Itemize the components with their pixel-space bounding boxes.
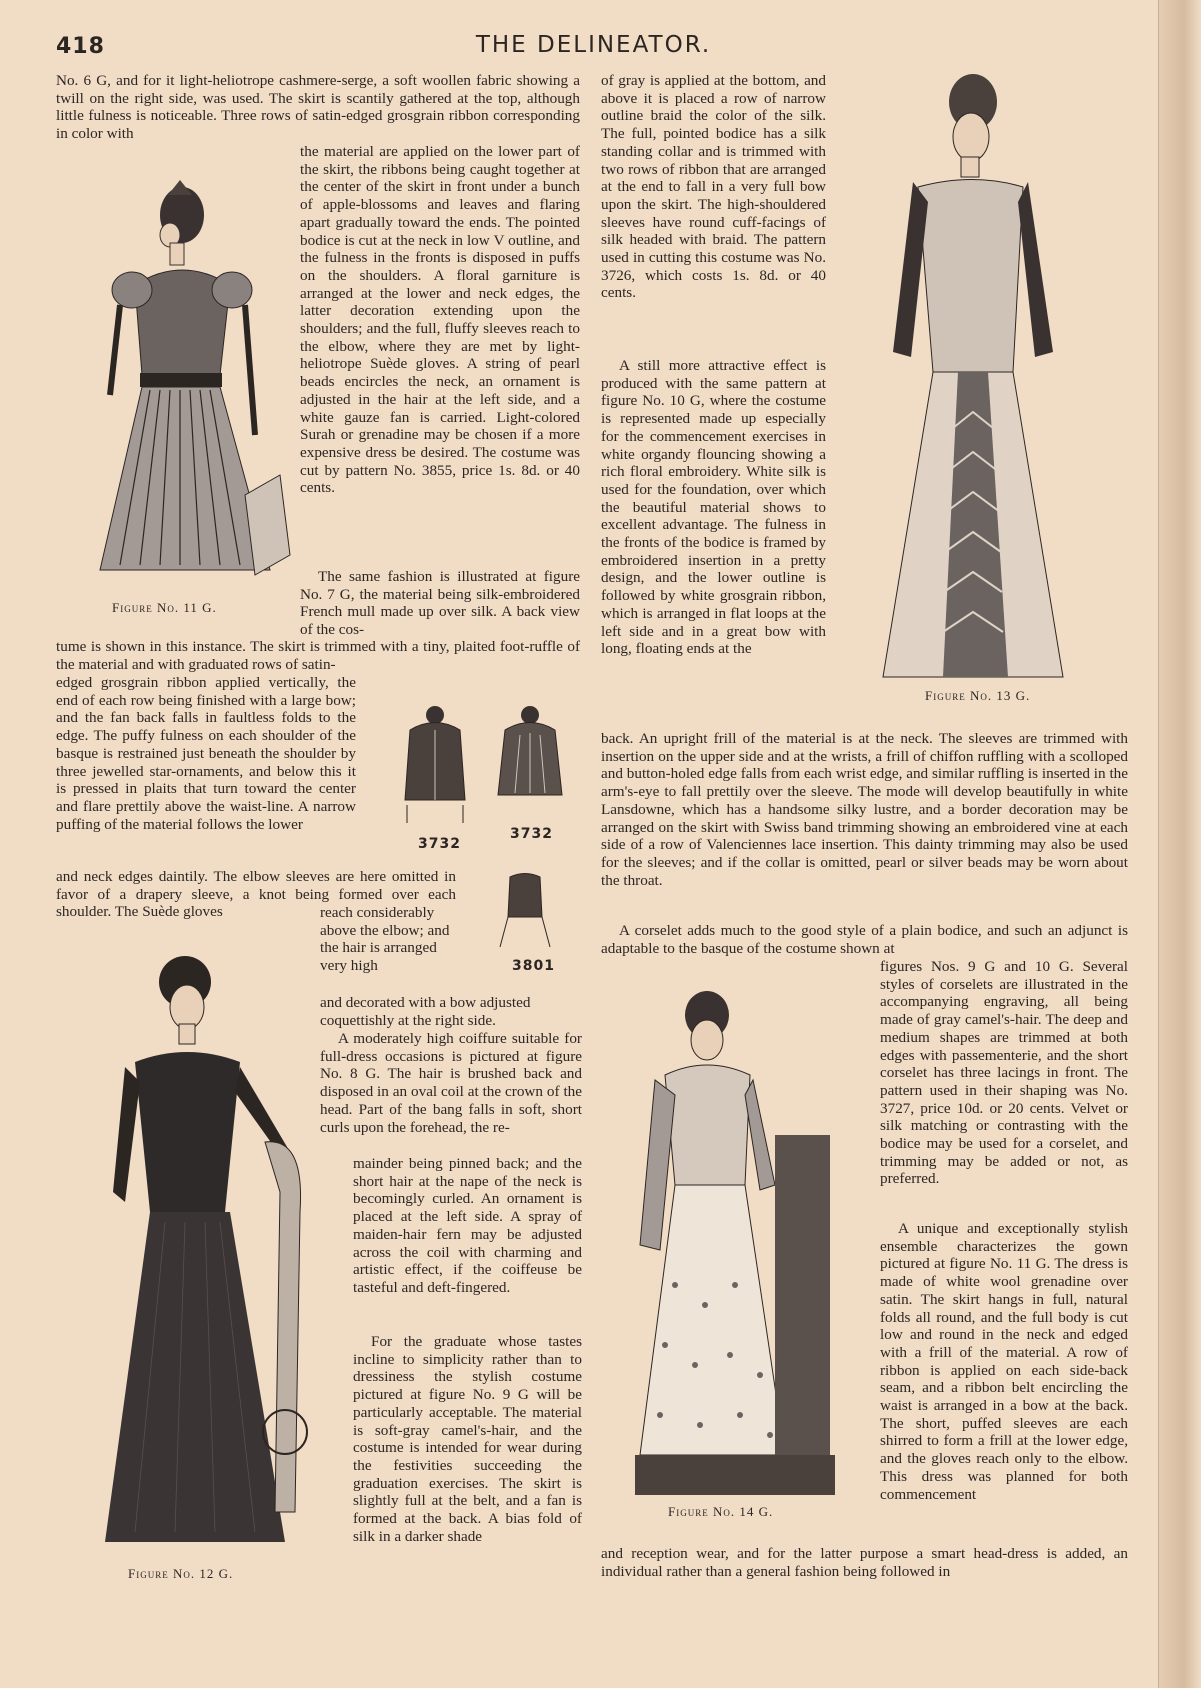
figure-13g-illustration	[873, 72, 1073, 687]
figure-11g-illustration	[80, 175, 295, 595]
pattern-3732-back	[490, 705, 570, 815]
text-corselet-intro: A corselet adds much to the good style of a plain bodice, and such an adjunct is adaptable to the basque of the costume shown at	[601, 922, 1128, 957]
text-figure-7g-sleeves: and neck edges daintily. The elbow sleeves are here omitted in favor of a drapery sleeve, a knot being formed over each shoulder. The Suède gloves	[56, 868, 456, 921]
text-figure-9g-graduate: For the graduate whose tastes incline to simplicity rather than to dressiness the stylish costume pictured at figure No. 9 G will be particularly acceptable. The material is soft-gray camel's-hair, and the costume is intended for wear during the festivities succeeding the graduation exercises. The skirt is slightly full at the belt, and a fan is formed at the back. A bias fold of silk in a darker shade	[353, 1333, 582, 1545]
text-figure-10g: A still more attractive effect is produced with the same pattern at figure No. 10 G, where the costume is represented made up especially for the commencement exercises in white organdy flouncing showing a rich floral embroidery. White silk is used for the foundation, over which the beautiful material shows to excellent advantage. The fulness in the fronts of the bodice is framed by embroidered insertion in a pretty design, and the lower outline is followed by white grosgrain ribbon, which is arranged in flat loops at the left side and in a great bow with long, floating ends at the	[601, 357, 826, 658]
pattern-3801	[490, 872, 560, 952]
text-figure-7g-hair: and decorated with a bow adjusted coquettishly at the right side.	[320, 994, 531, 1029]
text-figure-8g-continued: mainder being pinned back; and the short hair at the nape of the neck is becomingly curled. An ornament is placed at the left side. A spray of maiden-hair fern may be adjusted across the coil with charming and artistic effect, if the coiffeuse be tasteful and deft-fingered.	[353, 1155, 582, 1296]
caption-figure-11g: Figure No. 11 G.	[112, 600, 217, 615]
text-figure-7g-intro: The same fashion is illustrated at figure No. 7 G, the material being silk-embroidered French mull made up over silk. A back view of the cos-	[300, 568, 580, 639]
text-figure-11g: A unique and exceptionally stylish ensemble characterizes the gown pictured at figure No. 11 G. The dress is made of white wool grenadine over satin. The skirt hangs in full, natural folds all round, and the full body is cut low and round in the neck and edged with a frill of the material. A row of ribbon is applied on each side-back seam, and a ribbon belt encircling the waist is arranged in a bow at the back. The short, puffed sleeves are each shirred to form a frill at the lower edge, and the gloves reach only to the elbow. This dress was planned for both commencement	[880, 1220, 1128, 1503]
caption-figure-14g: Figure No. 14 G.	[668, 1504, 774, 1519]
pattern-3732-front	[395, 705, 475, 825]
text-figure-11g-final: and reception wear, and for the latter purpose a smart head-dress is added, an individual rather than a general fashion being followed in	[601, 1545, 1128, 1580]
pattern-number-3732-back: 3732	[510, 826, 553, 842]
text-figure-7g-full: tume is shown in this instance. The skirt is trimmed with a tiny, plaited foot-ruffle of the material and with graduated rows of satin-	[56, 638, 580, 673]
pattern-3732-front-drawing	[395, 705, 475, 825]
figure-11g-drawing	[80, 175, 295, 595]
figure-12g-drawing	[95, 952, 320, 1552]
pattern-3732-back-drawing	[490, 705, 570, 815]
page-edge	[1158, 0, 1201, 1688]
text-corselet-column: figures Nos. 9 G and 10 G. Several styles of corselets are illustrated in the accompanying engraving, all being made of gray camel's-hair. The deep and medium shapes are trimmed at both edges with passementerie, and the short corselet has three lacings in front. The pattern used in their shaping was No. 3727, price 10d. or 20 cents. Velvet or silk matching or contrasting with the bodice may be used for a corselet, and trimming may be added or not, as preferred.	[880, 958, 1128, 1188]
figure-14g-illustration	[635, 985, 835, 1505]
figure-14g-drawing	[635, 985, 835, 1505]
caption-figure-12g: Figure No. 12 G.	[128, 1566, 234, 1581]
pattern-number-3801: 3801	[512, 958, 555, 974]
running-title: THE DELINEATOR.	[475, 32, 712, 58]
pattern-3801-drawing	[490, 872, 560, 952]
pattern-number-3732-front: 3732	[418, 836, 461, 852]
page-header	[56, 32, 1131, 66]
text-figure-7g-gloves: reach considerably above the elbow; and the hair is arranged very high	[320, 904, 450, 975]
text-figure-10g-full: back. An upright frill of the material is at the neck. The sleeves are trimmed with insertion on the upper side and at the wrists, a frill of chiffon ruffling with a scolloped and button-holed edge falls from each wrist edge, and similar ruffling is inserted in the arm's-eye to fall prettily over the sleeve. The mode will develop beautifully in white Lansdowne, which has a handsome silky lustre, and a border decoration may be arranged on the skirt with Swiss band trimming showing an embroidered vine at each side of a row of Valenciennes lace insertion. This dainty trimming may also be used for the sleeves; and if the collar is omitted, pearl or silver beads may be worn about the throat.	[601, 730, 1128, 889]
page-number: 418	[56, 34, 105, 59]
figure-13g-drawing	[873, 72, 1073, 687]
text-figure-7g-column: edged grosgrain ribbon applied vertically, the end of each row being finished with a large bow; and the fan back falls in faultless folds to the edge. The puffy fulness on each shoulder of the basque is restrained just beneath the shoulder by three jewelled star-ornaments, and below this it is pressed in plaits that turn toward the center and flare prettily above the waist-line. A narrow puffing of the material follows the lower	[56, 674, 356, 833]
caption-figure-13g: Figure No. 13 G.	[925, 688, 1031, 703]
text-figure-8g-coiffure: A moderately high coiffure suitable for full-dress occasions is pictured at figure No. 8 G. The hair is brushed back and disposed in an oval coil at the crown of the head. Part of the bang falls in soft, short curls upon the forehead, the re-	[320, 1030, 582, 1136]
text-figure-9g-continued: of gray is applied at the bottom, and above it is placed a row of narrow outline braid the color of the silk. The full, pointed bodice has a silk standing collar and is trimmed with two rows of ribbon that are arranged at the end to fall in a very full bow upon the skirt. The high-shouldered sleeves have round cuff-facings of silk headed with braid. The pattern used in cutting this costume was No. 3726, which costs 1s. 8d. or 40 cents.	[601, 72, 826, 302]
text-figure-6g-column: the material are applied on the lower part of the skirt, the ribbons being caught together at the center of the skirt in front under a bunch of apple-blossoms and leaves and flaring apart gradually toward the ends. The pointed bodice is cut at the neck in low V outline, and the fulness in the fronts is disposed in puffs on the shoulders. A floral garniture is arranged at the lower and neck edges, the latter decoration extending upon the shoulders; and the full, fluffy sleeves reach to the elbow, where they are met by light-heliotrope Suède gloves. A string of pearl beads encircles the neck, an ornament is adjusted in the hair at the left side, and a white gauze fan is carried. Light-colored Surah or grenadine may be chosen if a more expensive dress be desired. The costume was cut by pattern No. 3855, price 1s. 8d. or 40 cents.	[300, 143, 580, 497]
figure-12g-illustration	[95, 952, 320, 1552]
text-intro-full: No. 6 G, and for it light-heliotrope cashmere-serge, a soft woollen fabric showing a twill on the right side, was used. The skirt is scantily gathered at the top, although little fulness is noticeable. Three rows of satin-edged grosgrain ribbon corresponding in color with	[56, 72, 580, 143]
